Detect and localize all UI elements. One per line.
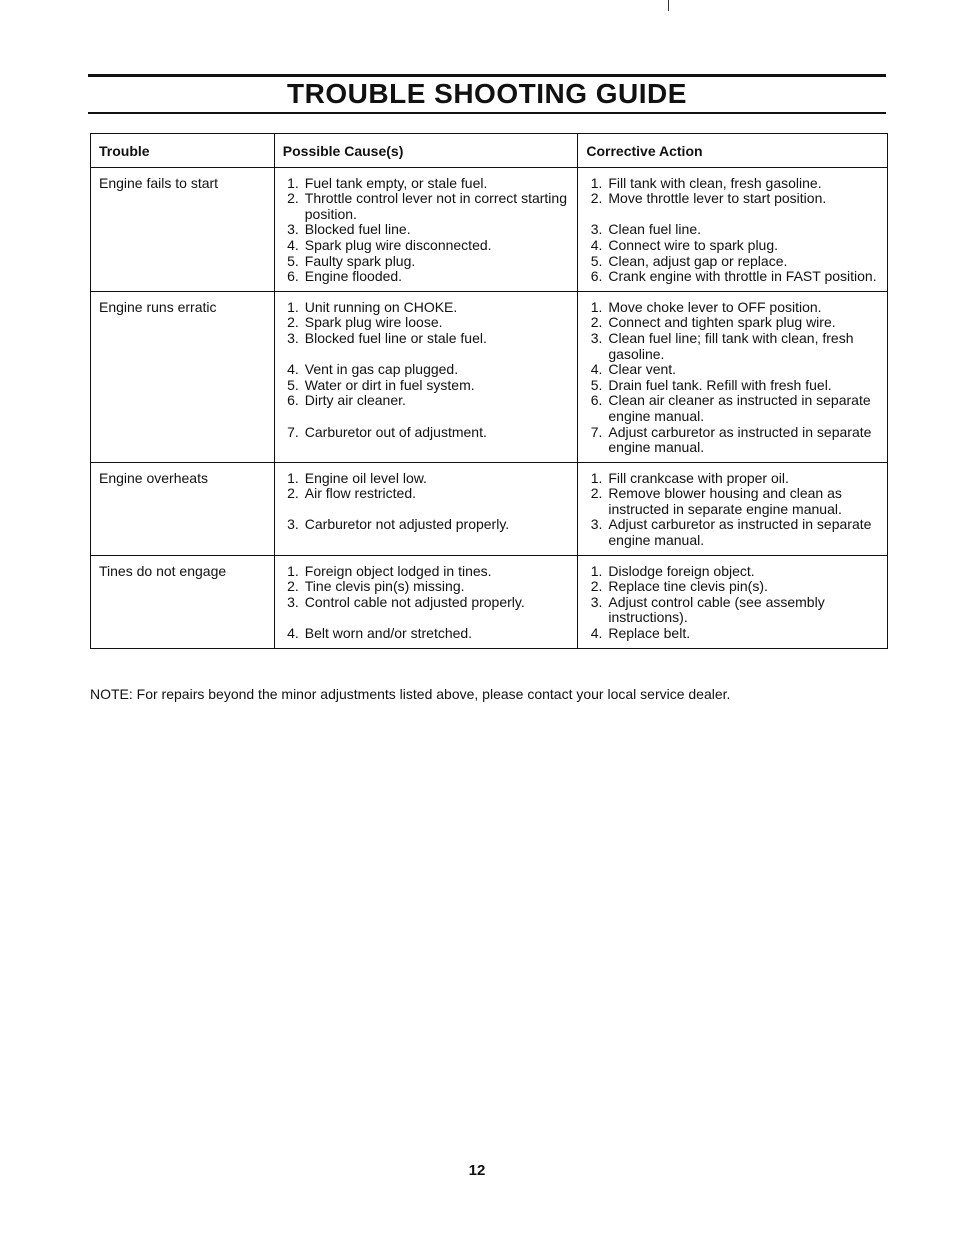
list-item — [586, 393, 879, 424]
item-text: Adjust carburetor as instructed in separate engine manual. — [608, 516, 872, 549]
item-text: Spark plug wire loose. — [304, 314, 443, 331]
item-text: Engine oil level low. — [304, 469, 427, 486]
item-number: 6. — [590, 268, 603, 285]
item-text: Foreign object lodged in tines. — [304, 562, 492, 579]
causes-cell — [274, 167, 578, 291]
list-item — [283, 595, 570, 611]
item-text: Clean air cleaner as instructed in separate engine manual. — [608, 392, 871, 424]
actions-cell — [578, 167, 888, 291]
trouble-cell: Engine fails to start — [91, 167, 275, 291]
list-item — [586, 269, 879, 285]
list-item — [586, 626, 879, 642]
list-item — [586, 378, 879, 394]
list-item — [586, 300, 879, 316]
list-item — [586, 331, 879, 362]
list-item — [283, 191, 570, 222]
item-text: Crank engine with throttle in FAST position. — [608, 268, 877, 285]
item-text: Move throttle lever to start position. — [608, 190, 827, 207]
item-number: 4. — [590, 236, 603, 253]
list-item — [283, 486, 570, 502]
item-number: 7. — [590, 423, 603, 440]
list-item — [586, 564, 879, 580]
list-item — [283, 564, 570, 580]
item-text: Dislodge foreign object. — [608, 562, 755, 579]
item-text: Blocked fuel line or stale fuel. — [304, 329, 487, 346]
causes-cell — [274, 291, 578, 462]
item-text: Throttle control lever not in correct starting position. — [304, 190, 567, 222]
list-item — [283, 378, 570, 394]
item-text: Clean fuel line. — [608, 221, 701, 238]
trouble-cell: Engine overheats — [91, 462, 275, 555]
list-item — [586, 595, 879, 626]
item-number: 3. — [287, 329, 299, 346]
item-text: Spark plug wire disconnected. — [304, 236, 492, 253]
list-item — [283, 362, 570, 378]
item-text: Clear vent. — [608, 361, 677, 378]
item-number: 7. — [287, 423, 299, 440]
list-item — [283, 393, 570, 409]
item-number: 2. — [287, 578, 299, 595]
page-title: TROUBLE SHOOTING GUIDE — [287, 78, 687, 109]
list-item — [283, 626, 570, 642]
item-number: 6. — [287, 392, 299, 409]
header-possible-causes: Possible Cause(s) — [274, 134, 578, 168]
item-number: 2. — [287, 314, 299, 331]
item-text: Vent in gas cap plugged. — [304, 361, 459, 378]
list-item — [283, 176, 570, 192]
list-item — [586, 222, 879, 238]
causes-list — [283, 300, 570, 440]
item-number: 6. — [590, 392, 603, 409]
item-number: 1. — [287, 469, 299, 486]
item-number: 1. — [287, 562, 299, 579]
item-number: 3. — [590, 221, 603, 238]
actions-cell — [578, 462, 888, 555]
item-number: 4. — [287, 236, 299, 253]
item-number: 5. — [590, 252, 603, 269]
list-item — [586, 425, 879, 456]
causes-list — [283, 471, 570, 533]
item-text: Connect and tighten spark plug wire. — [608, 314, 836, 331]
item-text: Clean, adjust gap or replace. — [608, 252, 788, 269]
service-note: NOTE: For repairs beyond the minor adjustments listed above, please contact your local service dealer. — [90, 686, 731, 702]
item-number: 2. — [287, 485, 299, 502]
item-text: Control cable not adjusted properly. — [304, 593, 525, 610]
title-rule-top — [88, 74, 886, 77]
list-item — [586, 315, 879, 331]
actions-list — [586, 564, 879, 642]
item-number: 4. — [287, 361, 299, 378]
item-text: Carburetor out of adjustment. — [304, 423, 487, 440]
list-item — [283, 471, 570, 487]
list-item — [586, 176, 879, 192]
table-header-row — [91, 134, 888, 168]
item-number: 3. — [287, 516, 299, 533]
table-row — [91, 291, 888, 462]
item-text: Move choke lever to OFF position. — [608, 298, 822, 315]
header-trouble: Trouble — [91, 134, 275, 168]
item-number: 2. — [590, 190, 603, 207]
item-number: 2. — [590, 578, 603, 595]
item-number: 2. — [287, 190, 299, 207]
item-text: Tine clevis pin(s) missing. — [304, 578, 465, 595]
item-text: Blocked fuel line. — [304, 221, 411, 238]
list-item — [586, 254, 879, 270]
item-number: 1. — [590, 174, 603, 191]
table-row — [91, 555, 888, 648]
item-text: Air flow restricted. — [304, 485, 417, 502]
causes-cell — [274, 462, 578, 555]
page-number: 12 — [468, 1162, 486, 1179]
item-text: Fill crankcase with proper oil. — [608, 469, 789, 486]
table-row — [91, 167, 888, 291]
item-number: 1. — [590, 469, 603, 486]
item-text: Connect wire to spark plug. — [608, 236, 779, 253]
item-text: Adjust control cable (see assembly instructions). — [608, 593, 825, 626]
item-text: Faulty spark plug. — [304, 252, 416, 269]
item-number: 3. — [590, 516, 603, 533]
item-number: 3. — [590, 593, 603, 610]
item-text: Drain fuel tank. Refill with fresh fuel. — [608, 376, 832, 393]
item-text: Adjust carburetor as instructed in separate engine manual. — [608, 423, 872, 456]
item-number: 3. — [287, 221, 299, 238]
list-item — [586, 471, 879, 487]
item-number: 4. — [590, 361, 603, 378]
list-item — [283, 579, 570, 595]
list-item — [283, 222, 570, 238]
causes-list — [283, 176, 570, 285]
trouble-cell: Engine runs erratic — [91, 291, 275, 462]
item-number: 1. — [287, 298, 299, 315]
list-item — [283, 254, 570, 270]
item-text: Unit running on CHOKE. — [304, 298, 458, 315]
item-number: 3. — [590, 329, 603, 346]
list-item — [586, 191, 879, 207]
item-number: 2. — [590, 314, 603, 331]
item-text: Remove blower housing and clean as instructed in separate engine manual. — [608, 485, 842, 517]
item-text: Clean fuel line; fill tank with clean, fresh gasoline. — [608, 329, 854, 362]
item-number: 5. — [287, 376, 299, 393]
table-row — [91, 462, 888, 555]
item-text: Belt worn and/or stretched. — [304, 625, 473, 642]
item-number: 2. — [590, 485, 603, 502]
troubleshooting-table — [90, 133, 888, 649]
item-number: 4. — [287, 625, 299, 642]
item-text: Fill tank with clean, fresh gasoline. — [608, 174, 822, 191]
actions-list — [586, 176, 879, 285]
list-item — [283, 269, 570, 285]
causes-list — [283, 564, 570, 642]
item-number: 4. — [590, 625, 603, 642]
list-item — [586, 579, 879, 595]
item-text: Water or dirt in fuel system. — [304, 376, 475, 393]
list-item — [586, 517, 879, 548]
item-number: 3. — [287, 593, 299, 610]
item-text: Fuel tank empty, or stale fuel. — [304, 174, 488, 191]
header-corrective-action: Corrective Action — [578, 134, 888, 168]
trouble-cell: Tines do not engage — [91, 555, 275, 648]
item-number: 5. — [590, 376, 603, 393]
item-text: Engine flooded. — [304, 268, 403, 285]
list-item — [283, 238, 570, 254]
item-number: 1. — [590, 298, 603, 315]
actions-list — [586, 300, 879, 456]
list-item — [586, 238, 879, 254]
item-number: 1. — [590, 562, 603, 579]
scan-mark — [668, 0, 669, 11]
list-item — [283, 331, 570, 347]
item-text: Carburetor not adjusted properly. — [304, 516, 510, 533]
list-item — [586, 362, 879, 378]
item-number: 1. — [287, 174, 299, 191]
list-item — [283, 300, 570, 316]
actions-cell — [578, 555, 888, 648]
item-number: 6. — [287, 268, 299, 285]
title-rule-bottom — [88, 112, 886, 114]
list-item — [283, 315, 570, 331]
list-item — [283, 425, 570, 441]
actions-cell — [578, 291, 888, 462]
item-text: Replace tine clevis pin(s). — [608, 578, 768, 595]
item-text: Dirty air cleaner. — [304, 392, 406, 409]
list-item — [283, 517, 570, 533]
actions-list — [586, 471, 879, 549]
item-number: 5. — [287, 252, 299, 269]
list-item — [586, 486, 879, 517]
causes-cell — [274, 555, 578, 648]
item-text: Replace belt. — [608, 625, 691, 642]
